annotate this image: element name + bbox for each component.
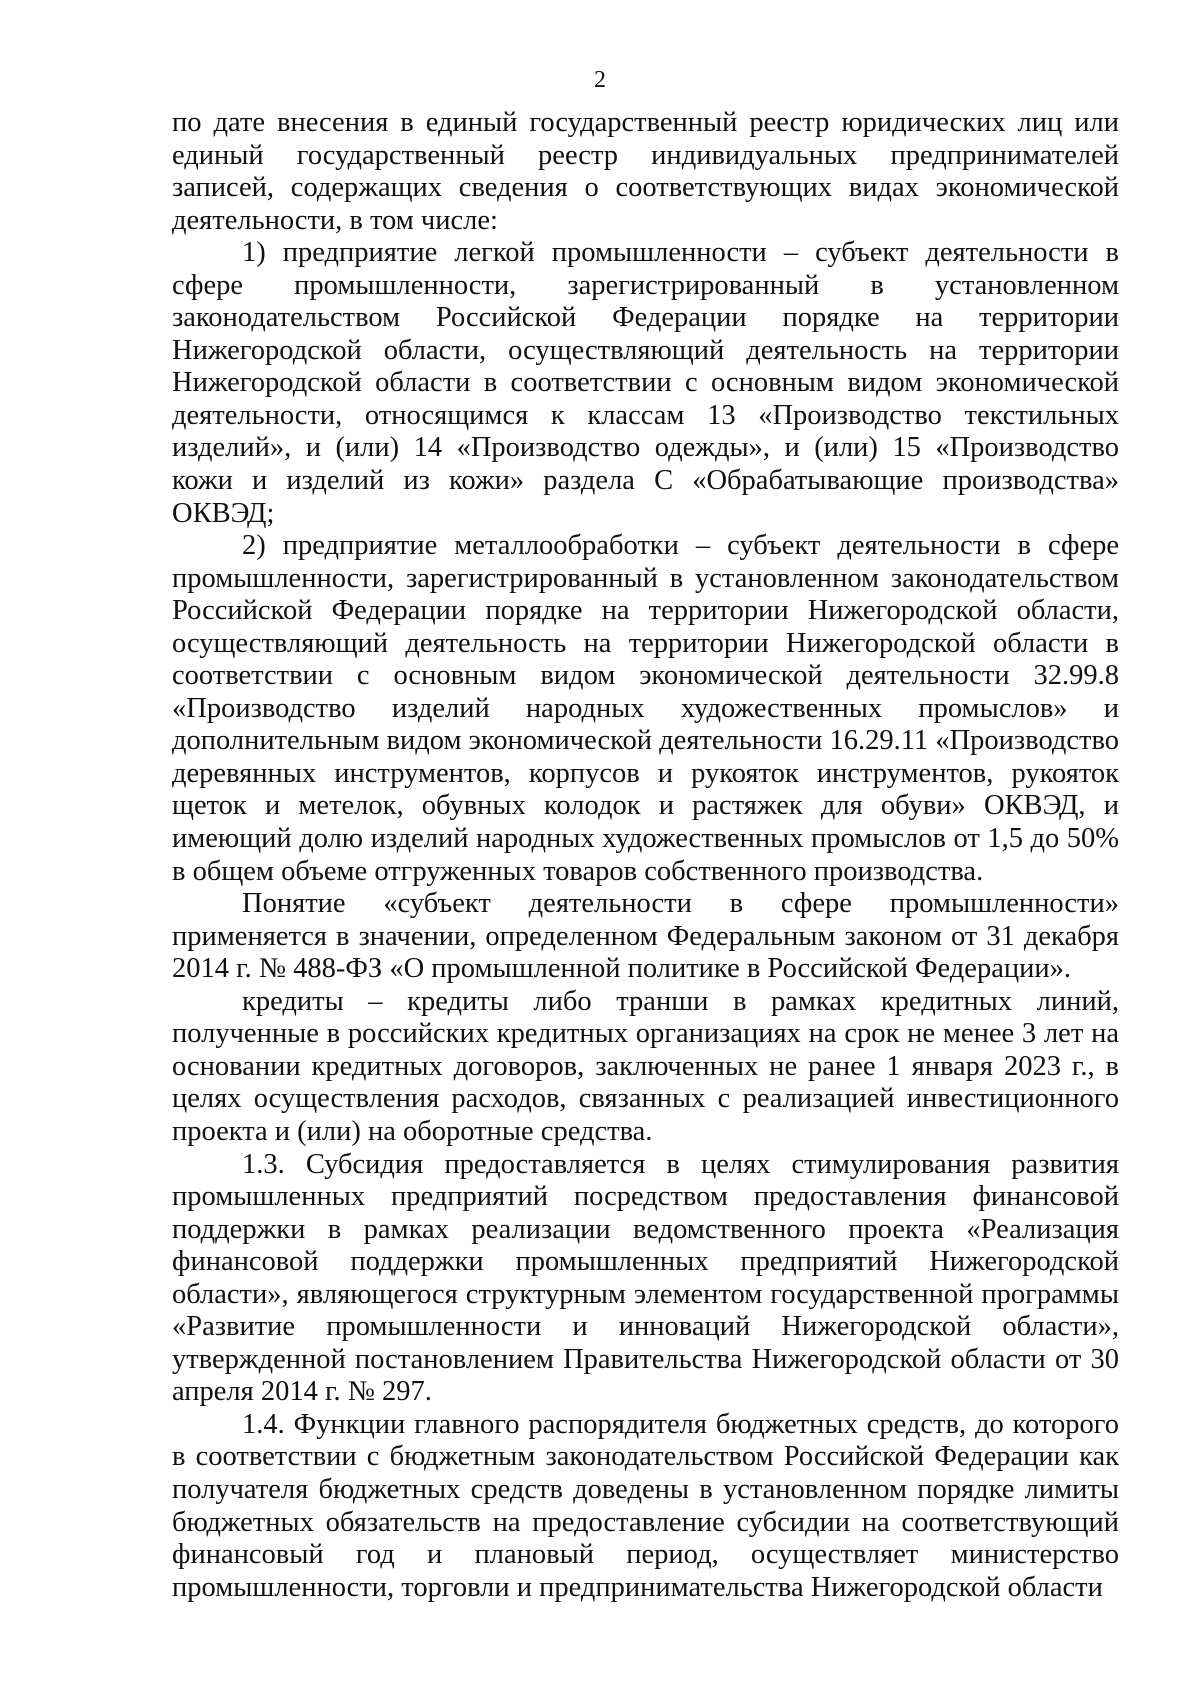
page-number: 2 — [594, 67, 606, 93]
paragraph-section-1-4: 1.4. Функции главного распорядителя бюджетных средств, до которого в соответствии с бюджетным законодательством Российской Федерации как получателя бюджетных средств доведены в установленном порядке лимиты бюджетных обязательств на предоставление субсидии на соответствующий финансовый год и плановый период, осуществляет министерство промышленности, торговли и предпринимательства Нижегородской области — [172, 1408, 1119, 1603]
paragraph-metalworking: 2) предприятие металлообработки – субъект деятельности в сфере промышленности, зарегистрированный в установленном законодательством Российской Федерации порядке на территории Нижегородской области, осуществляющий деятельность на территории Нижегородской области в соответствии с основным видом экономической деятельности 32.99.8 «Производство изделий народных художественных промыслов» и дополнительным видом экономической деятельности 16.29.11 «Производство деревянных инструментов, корпусов и рукояток инструментов, рукояток щеток и метелок, обувных колодок и растяжек для обуви» ОКВЭД, и имеющий долю изделий народных художественных промыслов от 1,5 до 50% в общем объеме отгруженных товаров собственного производства. — [172, 530, 1119, 887]
paragraph-industry-subject-definition: Понятие «субъект деятельности в сфере промышленности» применяется в значении, определенном Федеральным законом от 31 декабря 2014 г. № 488-ФЗ «О промышленной политике в Российской Федерации». — [172, 888, 1119, 985]
paragraph-section-1-3: 1.3. Субсидия предоставляется в целях стимулирования развития промышленных предприятий посредством предоставления финансовой поддержки в рамках реализации ведомственного проекта «Реализация финансовой поддержки промышленных предприятий Нижегородской области», являющегося структурным элементом государственной программы «Развитие промышленности и инноваций Нижегородской области», утвержденной постановлением Правительства Нижегородской области от 30 апреля 2014 г. № 297. — [172, 1148, 1119, 1408]
paragraph-light-industry: 1) предприятие легкой промышленности – субъект деятельности в сфере промышленности, зарегистрированный в установленном законодательством Российской Федерации порядке на территории Нижегородской области, осуществляющий деятельность на территории Нижегородской области в соответствии с основным видом экономической деятельности, относящимся к классам 13 «Производство текстильных изделий», и (или) 14 «Производство одежды», и (или) 15 «Производство кожи и изделий из кожи» раздела С «Обрабатывающие производства» ОКВЭД; — [172, 237, 1119, 529]
paragraph-credits-definition: кредиты – кредиты либо транши в рамках кредитных линий, полученные в российских кредитных организациях на срок не менее 3 лет на основании кредитных договоров, заключенных не ранее 1 января 2023 г., в целях осуществления расходов, связанных с реализацией инвестиционного проекта и (или) на оборотные средства. — [172, 985, 1119, 1147]
paragraph-registry-date: по дате внесения в единый государственный реестр юридических лиц или единый государственный реестр индивидуальных предпринимателей записей, содержащих сведения о соответствующих видах экономической деятельности, в том числе: — [172, 107, 1119, 236]
document-body — [172, 107, 1119, 1604]
